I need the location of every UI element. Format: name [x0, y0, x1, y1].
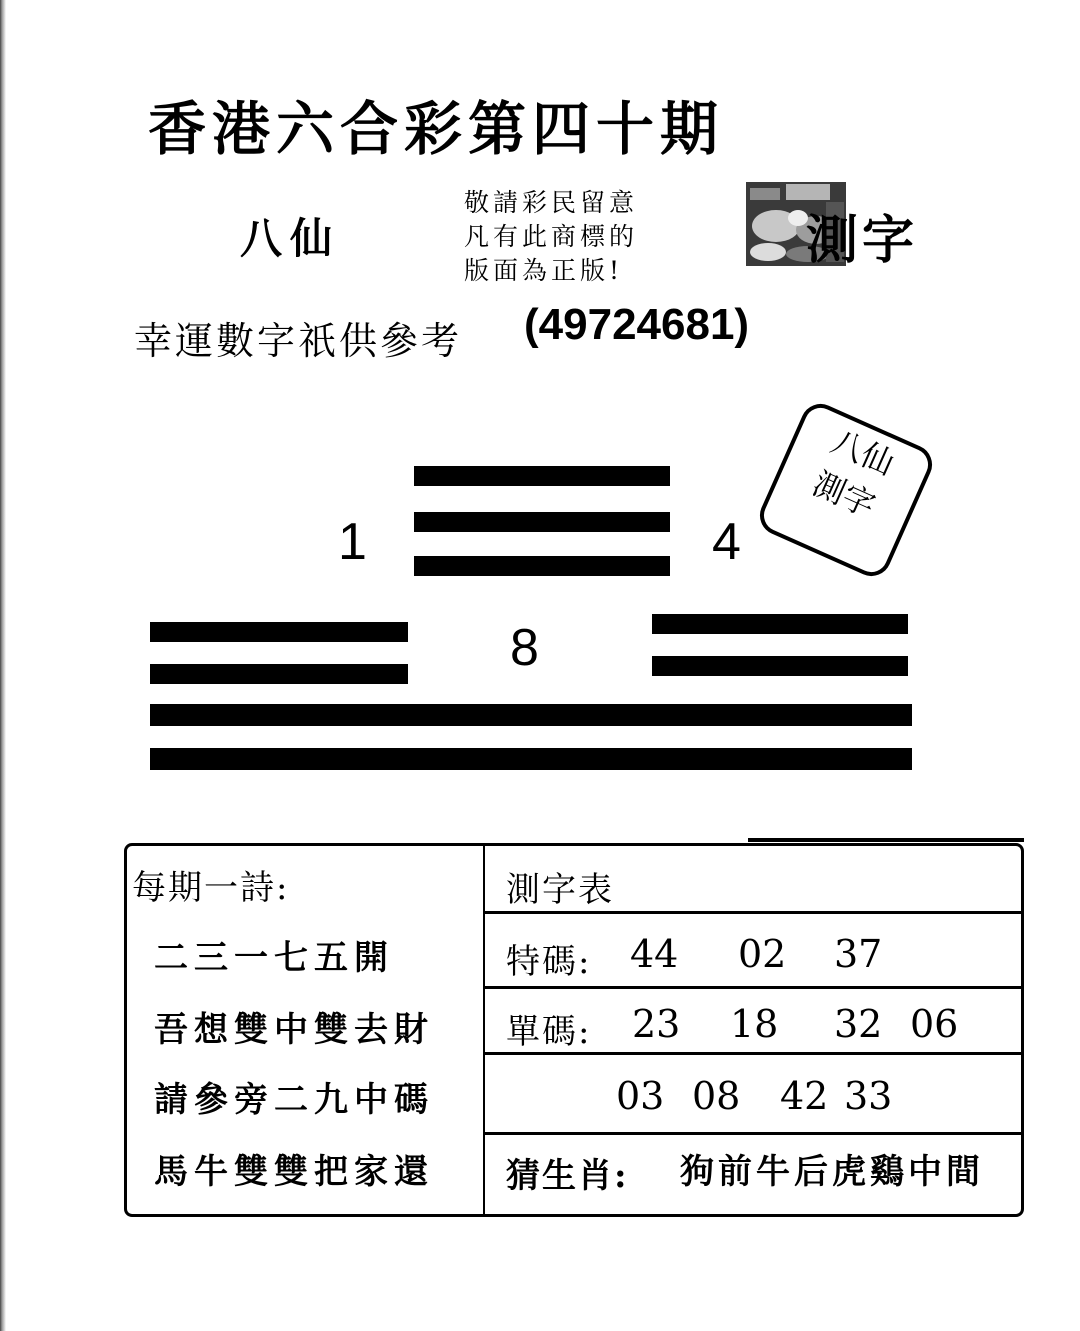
divider [748, 838, 1024, 842]
notice-line: 凡有此商標的 [464, 222, 639, 251]
trigram-line [414, 512, 670, 532]
trigram-number-left: 1 [338, 513, 367, 571]
trigram-line [150, 704, 912, 726]
single-number: 23 [632, 1002, 681, 1046]
table-header: 測字表 [506, 870, 614, 910]
page-title: 香港六合彩第四十期 [148, 95, 725, 163]
extra-number: 08 [692, 1074, 741, 1118]
trigram-number-center: 8 [510, 619, 539, 677]
special-number-label: 特碼: [506, 942, 592, 982]
trigram-line [652, 614, 908, 634]
single-number-label: 單碼: [506, 1012, 592, 1052]
special-number: 02 [738, 932, 787, 976]
single-number: 06 [910, 1002, 959, 1046]
extra-number: 03 [616, 1074, 665, 1118]
trigram-line [150, 622, 408, 642]
special-number: 37 [834, 932, 883, 976]
brand-stamp [754, 398, 939, 583]
poem-line: 馬牛雙雙把家還 [154, 1152, 434, 1192]
scan-edge [0, 0, 6, 1331]
stamp-line: 測字 [806, 464, 881, 525]
zodiac-label: 猜生肖: [506, 1156, 629, 1196]
zodiac-value: 狗前牛后虎鷄中間 [680, 1152, 984, 1192]
table-divider [485, 911, 1024, 914]
poem-line: 請參旁二九中碼 [154, 1080, 434, 1120]
table-divider [485, 986, 1024, 989]
lucky-number-label: 幸運數字祇供參考 [134, 319, 463, 363]
logo-word: 測字 [806, 210, 919, 271]
brand-name: 八仙 [240, 214, 341, 263]
trigram-line [150, 748, 912, 770]
table-divider [483, 845, 485, 1217]
trigram-line [150, 664, 408, 684]
special-number: 44 [630, 932, 679, 976]
lucky-number: (49724681) [524, 300, 750, 349]
poem-line: 吾想雙中雙去財 [154, 1010, 434, 1050]
extra-number: 42 [780, 1074, 829, 1118]
trigram-line [414, 466, 670, 486]
authenticity-notice [464, 186, 638, 288]
single-number: 32 [834, 1002, 883, 1046]
poem-title: 每期一詩: [132, 868, 290, 908]
notice-line: 版面為正版! [464, 256, 624, 285]
stamp-line: 八仙 [825, 422, 900, 483]
poem-line: 二三一七五開 [154, 938, 394, 978]
extra-number: 33 [844, 1074, 893, 1118]
trigram-number-right: 4 [712, 513, 741, 571]
table-divider [485, 1132, 1024, 1135]
trigram-line [652, 656, 908, 676]
trigram-line [414, 556, 670, 576]
notice-line: 敬請彩民留意 [464, 188, 639, 217]
single-number: 18 [730, 1002, 779, 1046]
